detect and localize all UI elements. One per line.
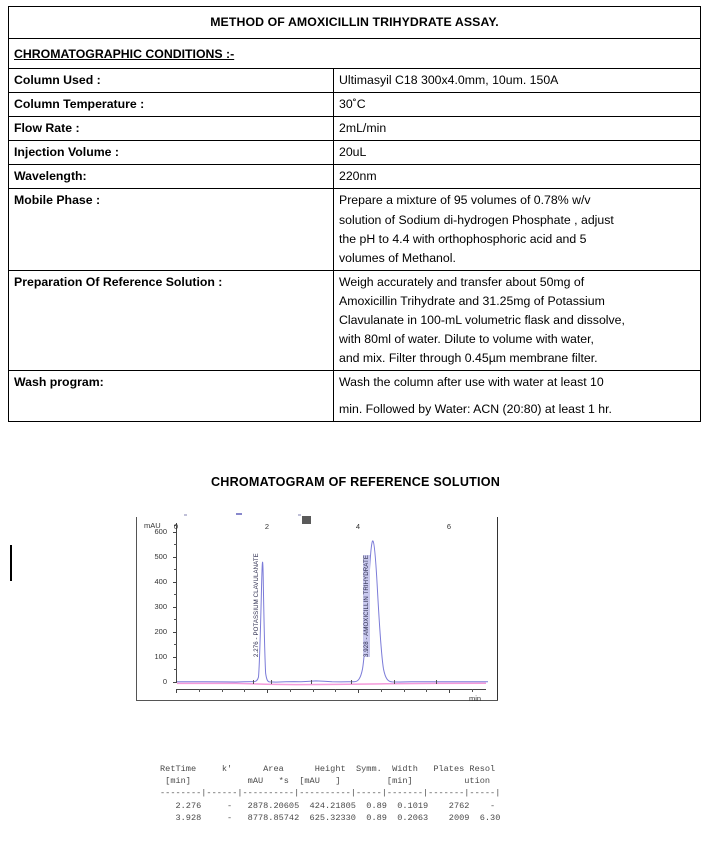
results-separator: --------|------|----------|----------|-----|-------|-------|-----| bbox=[160, 788, 501, 799]
baseline-trace bbox=[177, 683, 486, 684]
x-tick-label: 6 bbox=[446, 522, 452, 531]
scan-artifact bbox=[298, 514, 301, 516]
peak-label-potassium-clavulanate: 2.276 - POTASSIUM CLAVULANATE bbox=[253, 553, 260, 657]
integration-results-report bbox=[160, 763, 500, 824]
x-axis-tick bbox=[358, 689, 359, 693]
table-row bbox=[9, 371, 701, 422]
x-axis-tick bbox=[176, 689, 177, 693]
row-label-column-used: Column Used : bbox=[9, 69, 334, 93]
table-row bbox=[9, 165, 701, 189]
x-tick-label: 2 bbox=[264, 522, 270, 531]
results-header-line-2: [min] mAU *s [mAU ] [min] ution bbox=[160, 776, 491, 787]
y-tick-label: 400 bbox=[154, 577, 167, 586]
row-label-flow-rate: Flow Rate : bbox=[9, 117, 334, 141]
reference-solution-line: Amoxicillin Trihydrate and 31.25mg of Potassium bbox=[339, 293, 605, 308]
y-axis-unit-label: mAU bbox=[144, 521, 161, 530]
row-value-injection-volume: 20uL bbox=[334, 141, 701, 165]
x-axis-unit-label: min bbox=[469, 694, 482, 703]
reference-solution-line: Weigh accurately and transfer about 50mg of bbox=[339, 274, 585, 289]
table-row bbox=[9, 270, 701, 370]
wash-program-line: min. Followed by Water: ACN (20:80) at least 1 hr. bbox=[339, 402, 612, 417]
mobile-phase-line: volumes of Methanol. bbox=[339, 250, 456, 265]
reference-solution-line: Clavulanate in 100-mL volumetric flask and dissolve, bbox=[339, 312, 625, 327]
reference-solution-line: and mix. Filter through 0.45µm membrane filter. bbox=[339, 350, 598, 365]
x-axis-tick bbox=[449, 689, 450, 693]
chart-frame-right bbox=[497, 517, 498, 700]
chart-frame-bottom bbox=[136, 700, 498, 701]
chromatogram-chart bbox=[136, 517, 498, 709]
table-row bbox=[9, 141, 701, 165]
y-tick-label: 300 bbox=[154, 602, 167, 611]
reference-solution-line: with 80ml of water. Dilute to volume with water, bbox=[339, 331, 594, 346]
signal-trace bbox=[177, 541, 488, 682]
row-label-reference-solution: Preparation Of Reference Solution : bbox=[9, 270, 334, 370]
wash-program-line: Wash the column after use with water at least 10 bbox=[339, 375, 604, 389]
y-axis-line bbox=[173, 522, 179, 683]
peak-label-amoxicillin-trihydrate: 3.928 - AMOXICILLIN TRIHYDRATE bbox=[363, 555, 370, 657]
row-value-mobile-phase bbox=[334, 189, 701, 270]
row-label-wash-program: Wash program: bbox=[9, 371, 334, 422]
row-label-injection-volume: Injection Volume : bbox=[9, 141, 334, 165]
row-value-wash-program bbox=[334, 371, 701, 422]
chart-frame-left bbox=[136, 517, 137, 700]
row-label-mobile-phase: Mobile Phase : bbox=[9, 189, 334, 270]
text-cursor-artifact bbox=[10, 545, 12, 581]
section-heading bbox=[9, 39, 701, 69]
method-conditions-table bbox=[8, 6, 701, 422]
page-title: METHOD OF AMOXICILLIN TRIHYDRATE ASSAY. bbox=[9, 7, 701, 39]
scan-artifact bbox=[184, 514, 187, 516]
row-value-wavelength: 220nm bbox=[334, 165, 701, 189]
table-row bbox=[9, 69, 701, 93]
mobile-phase-line: the pH to 4.4 with orthophosphoric acid and 5 bbox=[339, 231, 587, 246]
mobile-phase-line: solution of Sodium di-hydrogen Phosphate , adjust bbox=[339, 212, 614, 227]
row-value-reference-solution bbox=[334, 270, 701, 370]
x-tick-label: 4 bbox=[355, 522, 361, 531]
y-tick-label: 0 bbox=[162, 677, 167, 686]
y-tick-label: 600 bbox=[154, 527, 167, 536]
row-value-column-temperature: 30˚C bbox=[334, 93, 701, 117]
row-value-flow-rate: 2mL/min bbox=[334, 117, 701, 141]
table-row-title bbox=[9, 7, 701, 39]
row-label-column-temperature: Column Temperature : bbox=[9, 93, 334, 117]
section-heading-text: CHROMATOGRAPHIC CONDITIONS :- bbox=[14, 47, 235, 62]
chromatogram-caption: CHROMATOGRAM OF REFERENCE SOLUTION bbox=[211, 475, 500, 489]
results-header-line-1: RetTime k' Area Height Symm. Width Plates Resol bbox=[160, 764, 496, 774]
table-row-section-heading bbox=[9, 39, 701, 69]
scan-artifact bbox=[236, 513, 242, 515]
row-label-wavelength: Wavelength: bbox=[9, 165, 334, 189]
y-tick-label: 200 bbox=[154, 627, 167, 636]
x-tick-label: 0 bbox=[173, 522, 179, 531]
results-row-2: 3.928 - 8778.85742 625.32330 0.89 0.2063 2009 6.30 bbox=[160, 812, 501, 823]
mobile-phase-line: Prepare a mixture of 95 volumes of 0.78% w/v bbox=[339, 193, 591, 208]
table-row bbox=[9, 189, 701, 270]
y-tick-label: 500 bbox=[154, 552, 167, 561]
y-tick-label: 100 bbox=[154, 652, 167, 661]
x-axis-tick bbox=[267, 689, 268, 693]
row-value-column-used: Ultimasyil C18 300x4.0mm, 10um. 150A bbox=[334, 69, 701, 93]
scan-artifact bbox=[302, 516, 311, 524]
results-row-1: 2.276 - 2878.20605 424.21805 0.89 0.1019 2762 - bbox=[160, 800, 496, 811]
table-row bbox=[9, 93, 701, 117]
chromatogram-trace-svg bbox=[136, 517, 498, 709]
table-row bbox=[9, 117, 701, 141]
